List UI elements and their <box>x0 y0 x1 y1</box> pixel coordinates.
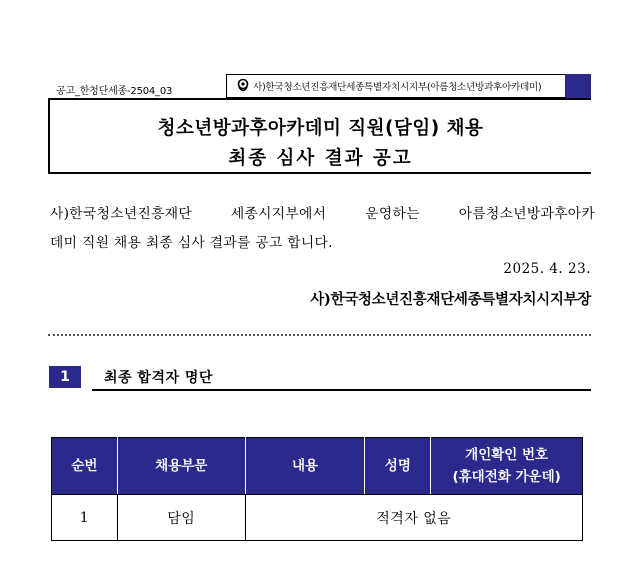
accent-swatch <box>565 74 591 98</box>
section-title: 최종 합격자 명단 <box>104 370 213 386</box>
organization-name: 사)한국청소년진흥재단세종특별자치시지부(아름청소년방과후아카데미) <box>253 82 542 93</box>
cell-seq: 1 <box>52 495 118 541</box>
table-header-row <box>52 438 583 495</box>
page-title-line2: 최종 심사 결과 공고 <box>228 148 413 169</box>
body-line-1: 사)한국청소년진흥재단 세종시지부에서 운영하는 아름청소년방과후아카 <box>50 206 595 222</box>
header-seq: 순번 <box>52 438 118 495</box>
organization-tag <box>226 74 591 98</box>
title-box <box>48 100 591 174</box>
document-code: 공고_한청단세종-2504_03 <box>56 86 173 97</box>
section-rule <box>92 389 591 391</box>
announcement-date: 2025. 4. 23. <box>503 261 591 277</box>
section-number: 1 <box>49 366 81 388</box>
header-content: 내용 <box>245 438 365 495</box>
page-title-line1: 청소년방과후아카데미 직원(담임) 채용 <box>157 118 484 139</box>
issuer-name: 사)한국청소년진흥재단세종특별자치시지부장 <box>310 291 591 308</box>
header-dept: 채용부문 <box>117 438 245 495</box>
header-name: 성명 <box>365 438 431 495</box>
announcement-body <box>50 200 595 258</box>
header-id <box>431 438 583 495</box>
results-table <box>51 437 583 541</box>
foundation-logo-icon <box>235 78 251 94</box>
cell-content: 적격자 없음 <box>245 495 582 541</box>
body-line-2: 데미 직원 채용 최종 심사 결과를 공고 합니다. <box>50 235 333 251</box>
table-row <box>52 495 583 541</box>
section-divider <box>48 334 591 336</box>
cell-dept: 담임 <box>117 495 245 541</box>
header-id-line1: 개인확인 번호 <box>465 447 549 463</box>
header-id-line2: (휴대전화 가운데) <box>452 469 561 485</box>
